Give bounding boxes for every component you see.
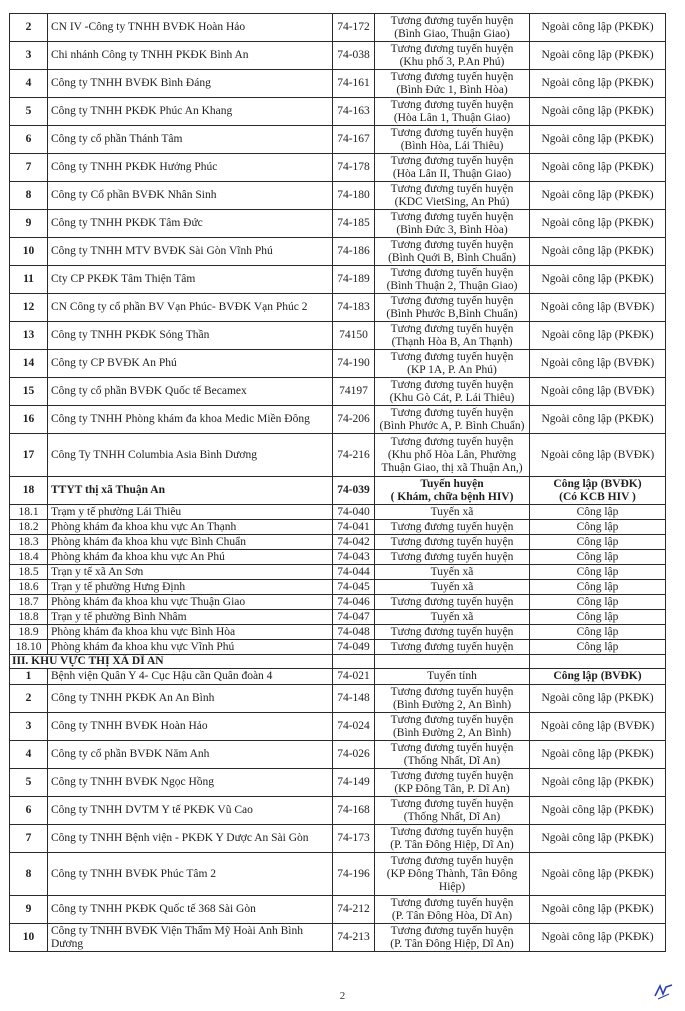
facility-name: Công ty TNHH PKĐK Tâm Đức <box>48 210 333 238</box>
line-text: (Khu Gò Cát, P. Lái Thiêu) <box>389 391 515 404</box>
line-text: (Bình Phước B,Bình Chuẩn) <box>386 307 518 320</box>
facility-type: Công lập <box>530 520 666 535</box>
row-number: 13 <box>10 322 48 350</box>
row-number: 18.2 <box>10 520 48 535</box>
line-text: (KP Đông Tân, P. Dĩ An) <box>394 782 510 795</box>
table-row <box>10 797 666 825</box>
table-subrow <box>10 625 666 640</box>
row-number: 2 <box>10 14 48 42</box>
facility-code: 74-167 <box>333 126 375 154</box>
facility-type: Ngoài công lập (BVĐK) <box>530 294 666 322</box>
table-row <box>10 769 666 797</box>
facility-name: Phòng khám đa khoa khu vực Bình Hòa <box>48 625 333 640</box>
row-number: 4 <box>10 70 48 98</box>
service-level <box>375 853 530 896</box>
facility-code: 74-044 <box>333 565 375 580</box>
line-text: Công lập (BVĐK) <box>553 477 642 490</box>
facility-code: 74-186 <box>333 238 375 266</box>
facility-type: Ngoài công lập (BVĐK) <box>530 434 666 477</box>
facility-type: Công lập <box>530 565 666 580</box>
facility-code: 74-172 <box>333 14 375 42</box>
line-text: Tương đương tuyến huyện <box>390 406 514 419</box>
table-row <box>10 294 666 322</box>
row-number: 6 <box>10 797 48 825</box>
facility-table <box>9 13 666 952</box>
row-number: 8 <box>10 182 48 210</box>
row-number: 7 <box>10 825 48 853</box>
row-number: 12 <box>10 294 48 322</box>
table-row <box>10 182 666 210</box>
table-row <box>10 378 666 406</box>
service-level <box>375 70 530 98</box>
table-row <box>10 14 666 42</box>
facility-code: 74-163 <box>333 98 375 126</box>
table-row <box>10 853 666 896</box>
row-number: 14 <box>10 350 48 378</box>
facility-name: CN Công ty cổ phần BV Vạn Phúc- BVĐK Vạn Phúc 2 <box>48 294 333 322</box>
line-text: (KP 1A, P. An Phú) <box>407 363 497 376</box>
line-text: Tương đương tuyến huyện <box>390 182 514 195</box>
service-level <box>375 741 530 769</box>
facility-name: Cty CP PKĐK Tâm Thiện Tâm <box>48 266 333 294</box>
facility-code: 74-148 <box>333 685 375 713</box>
facility-type: Công lập <box>530 640 666 655</box>
facility-code: 74-183 <box>333 294 375 322</box>
row-number: 6 <box>10 126 48 154</box>
facility-type: Ngoài công lập (PKĐK) <box>530 70 666 98</box>
line-text: Tương đương tuyến huyện <box>390 854 514 867</box>
facility-code: 74-149 <box>333 769 375 797</box>
empty-cell <box>530 655 666 669</box>
service-level <box>375 477 530 505</box>
facility-type: Ngoài công lập (PKĐK) <box>530 210 666 238</box>
table-row <box>10 126 666 154</box>
facility-code: 74-024 <box>333 713 375 741</box>
service-level <box>375 924 530 952</box>
facility-name: Phòng khám đa khoa khu vực An Phú <box>48 550 333 565</box>
facility-type: Công lập <box>530 580 666 595</box>
line-text: Tương đương tuyến huyện <box>390 126 514 139</box>
row-number: 5 <box>10 769 48 797</box>
table-row <box>10 896 666 924</box>
signature-initials-icon <box>652 982 678 1000</box>
table-subrow <box>10 640 666 655</box>
facility-name: Trạm y tế phường Lái Thiêu <box>48 505 333 520</box>
line-text: (P. Tân Đông Hiệp, Dĩ An) <box>390 838 514 851</box>
line-text: Thuận Giao, thị xã Thuận An,) <box>381 461 523 474</box>
line-text: Tương đương tuyến huyện <box>390 98 514 111</box>
row-number: 18.10 <box>10 640 48 655</box>
line-text: Tương đương tuyến huyện <box>390 154 514 167</box>
line-text: (P. Tân Đông Hiệp, Dĩ An) <box>390 937 514 950</box>
facility-type: Công lập (BVĐK) <box>530 669 666 685</box>
facility-type: Ngoài công lập (PKĐK) <box>530 42 666 70</box>
facility-name: Công ty CP BVĐK An Phú <box>48 350 333 378</box>
facility-code: 74-026 <box>333 741 375 769</box>
line-text: (Hòa Lân II, Thuận Giao) <box>392 167 512 180</box>
row-number: 3 <box>10 42 48 70</box>
row-number: 18.7 <box>10 595 48 610</box>
service-level: Tuyến tỉnh <box>375 669 530 685</box>
line-text: (P. Tân Đông Hòa, Dĩ An) <box>391 909 513 922</box>
table-row <box>10 406 666 434</box>
facility-code: 74-045 <box>333 580 375 595</box>
empty-cell <box>333 655 375 669</box>
facility-type: Ngoài công lập (PKĐK) <box>530 896 666 924</box>
facility-code: 74197 <box>333 378 375 406</box>
table-subrow <box>10 595 666 610</box>
facility-type: Công lập <box>530 535 666 550</box>
line-text: Tương đương tuyến huyện <box>390 713 514 726</box>
facility-name: Phòng khám đa khoa khu vực Vĩnh Phú <box>48 640 333 655</box>
line-text: (Bình Giao, Thuận Giao) <box>394 27 510 40</box>
table-row <box>10 669 666 685</box>
service-level <box>375 797 530 825</box>
service-level: Tuyến xã <box>375 610 530 625</box>
service-level <box>375 98 530 126</box>
facility-name: CN IV -Công ty TNHH BVĐK Hoàn Hảo <box>48 14 333 42</box>
table-subrow <box>10 535 666 550</box>
facility-name: Công ty TNHH Bệnh viện - PKĐK Y Dược An Sài Gòn <box>48 825 333 853</box>
facility-code: 74-168 <box>333 797 375 825</box>
row-number: 18 <box>10 477 48 505</box>
facility-type: Ngoài công lập (PKĐK) <box>530 685 666 713</box>
line-text: Tương đương tuyến huyện <box>390 70 514 83</box>
facility-name: Phòng khám đa khoa khu vực Thuận Giao <box>48 595 333 610</box>
facility-name: Công ty TNHH BVĐK Hoàn Hảo <box>48 713 333 741</box>
service-level <box>375 769 530 797</box>
line-text: Tương đương tuyến huyện <box>390 210 514 223</box>
service-level <box>375 238 530 266</box>
line-text: (Bình Hòa, Lái Thiêu) <box>400 139 504 152</box>
line-text: Tương đương tuyến huyện <box>390 378 514 391</box>
facility-code: 74-043 <box>333 550 375 565</box>
line-text: (Bình Đức 1, Bình Hòa) <box>396 83 508 96</box>
facility-type: Ngoài công lập (PKĐK) <box>530 853 666 896</box>
facility-name: Công ty TNHH PKĐK Sóng Thần <box>48 322 333 350</box>
service-level <box>375 350 530 378</box>
row-number: 11 <box>10 266 48 294</box>
facility-type: Ngoài công lập (BVĐK) <box>530 713 666 741</box>
facility-code: 74-038 <box>333 42 375 70</box>
service-level: Tương đương tuyến huyện <box>375 535 530 550</box>
facility-type: Ngoài công lập (PKĐK) <box>530 126 666 154</box>
line-text: (KP Đông Thành, Tân Đông <box>386 867 518 880</box>
table-subrow <box>10 550 666 565</box>
line-text: Tương đương tuyến huyện <box>390 238 514 251</box>
facility-code: 74-048 <box>333 625 375 640</box>
facility-name: Công ty TNHH Phòng khám đa khoa Medic Miền Đông <box>48 406 333 434</box>
facility-type: Ngoài công lập (BVĐK) <box>530 378 666 406</box>
service-level <box>375 685 530 713</box>
facility-name: Công ty TNHH PKĐK Quốc tế 368 Sài Gòn <box>48 896 333 924</box>
service-level <box>375 406 530 434</box>
line-text: Hiệp) <box>438 880 466 893</box>
facility-code: 74-049 <box>333 640 375 655</box>
facility-name: Bệnh viện Quân Y 4- Cục Hậu cần Quân đoàn 4 <box>48 669 333 685</box>
facility-type: Ngoài công lập (PKĐK) <box>530 266 666 294</box>
row-number: 9 <box>10 210 48 238</box>
row-number: 18.4 <box>10 550 48 565</box>
facility-name: Công ty TNHH BVĐK Phúc Tâm 2 <box>48 853 333 896</box>
facility-code: 74-190 <box>333 350 375 378</box>
facility-type: Ngoài công lập (PKĐK) <box>530 797 666 825</box>
line-text: (Thống Nhất, Dĩ An) <box>403 754 501 767</box>
facility-code: 74-046 <box>333 595 375 610</box>
row-number: 10 <box>10 238 48 266</box>
facility-code: 74-042 <box>333 535 375 550</box>
facility-type: Ngoài công lập (PKĐK) <box>530 406 666 434</box>
service-level: Tương đương tuyến huyện <box>375 640 530 655</box>
empty-cell <box>375 655 530 669</box>
line-text: Tương đương tuyến huyện <box>390 769 514 782</box>
table-row <box>10 434 666 477</box>
facility-code: 74-021 <box>333 669 375 685</box>
row-number: 5 <box>10 98 48 126</box>
row-number: 18.5 <box>10 565 48 580</box>
service-level <box>375 896 530 924</box>
line-text: (KDC VietSing, An Phú) <box>394 195 510 208</box>
service-level <box>375 825 530 853</box>
row-number: 9 <box>10 896 48 924</box>
row-number: 15 <box>10 378 48 406</box>
row-number: 3 <box>10 713 48 741</box>
facility-type: Ngoài công lập (PKĐK) <box>530 98 666 126</box>
table-row <box>10 98 666 126</box>
line-text: Tương đương tuyến huyện <box>390 294 514 307</box>
line-text: (Khu phố 3, P.An Phú) <box>399 55 505 68</box>
service-level <box>375 434 530 477</box>
facility-name: Phòng khám đa khoa khu vực An Thạnh <box>48 520 333 535</box>
line-text: Tương đương tuyến huyện <box>390 14 514 27</box>
facility-name: Trạn y tế phường Bình Nhâm <box>48 610 333 625</box>
page-number: 2 <box>339 990 346 1002</box>
line-text: Tương đương tuyến huyện <box>390 42 514 55</box>
facility-type: Ngoài công lập (PKĐK) <box>530 322 666 350</box>
facility-table-body <box>10 14 666 952</box>
facility-type: Ngoài công lập (PKĐK) <box>530 154 666 182</box>
service-level <box>375 294 530 322</box>
service-level: Tương đương tuyến huyện <box>375 520 530 535</box>
table-subrow <box>10 505 666 520</box>
facility-type: Ngoài công lập (PKĐK) <box>530 182 666 210</box>
facility-name: Công ty Cổ phần BVĐK Nhân Sinh <box>48 182 333 210</box>
facility-type <box>530 477 666 505</box>
facility-code: 74-039 <box>333 477 375 505</box>
service-level <box>375 266 530 294</box>
row-number: 18.3 <box>10 535 48 550</box>
facility-code: 74-173 <box>333 825 375 853</box>
facility-name: Công ty TNHH MTV BVĐK Sài Gòn Vĩnh Phú <box>48 238 333 266</box>
line-text: Tương đương tuyến huyện <box>390 266 514 279</box>
line-text: (Có KCB HIV ) <box>559 490 636 503</box>
facility-type: Ngoài công lập (PKĐK) <box>530 924 666 952</box>
facility-code: 74-196 <box>333 853 375 896</box>
facility-code: 74-213 <box>333 924 375 952</box>
service-level <box>375 378 530 406</box>
row-number: 17 <box>10 434 48 477</box>
line-text: (Bình Phước A, P. Bình Chuẩn) <box>379 419 525 432</box>
line-text: Tương đương tuyến huyện <box>390 825 514 838</box>
row-number: 16 <box>10 406 48 434</box>
facility-type: Ngoài công lập (PKĐK) <box>530 769 666 797</box>
table-row <box>10 70 666 98</box>
facility-name: Công ty TNHH DVTM Y tế PKĐK Vũ Cao <box>48 797 333 825</box>
facility-name: Trạn y tế phường Hưng Định <box>48 580 333 595</box>
table-row-parent <box>10 477 666 505</box>
facility-type: Ngoài công lập (PKĐK) <box>530 14 666 42</box>
facility-name: Phòng khám đa khoa khu vực Bình Chuẩn <box>48 535 333 550</box>
line-text: Tương đương tuyến huyện <box>390 896 514 909</box>
facility-name: Trạn y tế xã An Sơn <box>48 565 333 580</box>
line-text: Tương đương tuyến huyện <box>390 685 514 698</box>
service-level <box>375 42 530 70</box>
service-level: Tương đương tuyến huyện <box>375 550 530 565</box>
line-text: (Bình Đức 3, Bình Hòa) <box>396 223 508 236</box>
facility-name: Công ty TNHH BVĐK Ngọc Hồng <box>48 769 333 797</box>
line-text: (Bình Quới B, Bình Chuẩn) <box>388 251 516 264</box>
line-text: Tương đương tuyến huyện <box>390 435 514 448</box>
facility-type: Ngoài công lập (PKĐK) <box>530 238 666 266</box>
facility-name: Công ty cổ phần Thánh Tâm <box>48 126 333 154</box>
row-number: 7 <box>10 154 48 182</box>
line-text: (Thống Nhất, Dĩ An) <box>403 810 501 823</box>
line-text: ( Khám, chữa bệnh HIV) <box>390 490 514 503</box>
line-text: (Thạnh Hòa B, An Thạnh) <box>391 335 513 348</box>
facility-name: Công ty TNHH BVĐK Bình Đáng <box>48 70 333 98</box>
facility-code: 74-212 <box>333 896 375 924</box>
facility-name: Chi nhánh Công ty TNHH PKĐK Bình An <box>48 42 333 70</box>
line-text: Tương đương tuyến huyện <box>390 741 514 754</box>
facility-type: Công lập <box>530 550 666 565</box>
facility-type: Công lập <box>530 595 666 610</box>
line-text: Tương đương tuyến huyện <box>390 797 514 810</box>
service-level: Tuyến xã <box>375 565 530 580</box>
facility-name: Công ty TNHH PKĐK Phúc An Khang <box>48 98 333 126</box>
service-level <box>375 322 530 350</box>
line-text: Tương đương tuyến huyện <box>390 350 514 363</box>
facility-type: Ngoài công lập (PKĐK) <box>530 741 666 769</box>
table-row <box>10 924 666 952</box>
service-level <box>375 713 530 741</box>
table-row <box>10 42 666 70</box>
table-subrow <box>10 610 666 625</box>
facility-type: Công lập <box>530 625 666 640</box>
table-subrow <box>10 520 666 535</box>
line-text: Tương đương tuyến huyện <box>390 322 514 335</box>
facility-code: 74-216 <box>333 434 375 477</box>
table-row <box>10 713 666 741</box>
service-level <box>375 126 530 154</box>
line-text: (Khu phố Hòa Lân, Phường <box>387 448 517 461</box>
facility-code: 74-047 <box>333 610 375 625</box>
row-number: 4 <box>10 741 48 769</box>
line-text: Tương đương tuyến huyện <box>390 924 514 937</box>
line-text: (Hòa Lân 1, Thuận Giao) <box>393 111 511 124</box>
service-level <box>375 182 530 210</box>
line-text: (Bình Thuận 2, Thuận Giao) <box>386 279 518 292</box>
facility-code: 74-206 <box>333 406 375 434</box>
table-row <box>10 741 666 769</box>
facility-name: TTYT thị xã Thuận An <box>48 477 333 505</box>
facility-name: Công ty TNHH PKĐK Hưởng Phúc <box>48 154 333 182</box>
line-text: (Bình Đường 2, An Bình) <box>392 698 512 711</box>
facility-code: 74-185 <box>333 210 375 238</box>
table-row <box>10 210 666 238</box>
facility-type: Ngoài công lập (BVĐK) <box>530 350 666 378</box>
service-level <box>375 14 530 42</box>
section-header-row <box>10 655 666 669</box>
row-number: 10 <box>10 924 48 952</box>
table-row <box>10 154 666 182</box>
line-text: (Bình Đường 2, An Bình) <box>392 726 512 739</box>
facility-code: 74150 <box>333 322 375 350</box>
facility-code: 74-178 <box>333 154 375 182</box>
table-subrow <box>10 565 666 580</box>
row-number: 8 <box>10 853 48 896</box>
service-level <box>375 154 530 182</box>
row-number: 18.9 <box>10 625 48 640</box>
row-number: 18.6 <box>10 580 48 595</box>
table-row <box>10 238 666 266</box>
facility-code: 74-161 <box>333 70 375 98</box>
table-subrow <box>10 580 666 595</box>
facility-name: Công ty cổ phần BVĐK Năm Anh <box>48 741 333 769</box>
facility-code: 74-189 <box>333 266 375 294</box>
table-row <box>10 825 666 853</box>
line-text: Tuyến huyện <box>420 477 484 490</box>
facility-code: 74-180 <box>333 182 375 210</box>
facility-type: Ngoài công lập (PKĐK) <box>530 825 666 853</box>
section-title: III. KHU VỰC THỊ XÃ DĨ AN <box>10 655 333 669</box>
table-row <box>10 685 666 713</box>
row-number: 1 <box>10 669 48 685</box>
row-number: 18.1 <box>10 505 48 520</box>
service-level: Tuyến xã <box>375 580 530 595</box>
row-number: 2 <box>10 685 48 713</box>
service-level <box>375 210 530 238</box>
service-level: Tuyến xã <box>375 505 530 520</box>
table-row <box>10 266 666 294</box>
facility-name: Công ty cổ phần BVĐK Quốc tế Becamex <box>48 378 333 406</box>
facility-name: Công ty TNHH BVĐK Viện Thẩm Mỹ Hoài Anh Bình Dương <box>48 924 333 952</box>
facility-code: 74-041 <box>333 520 375 535</box>
service-level: Tương đương tuyến huyện <box>375 625 530 640</box>
facility-type: Công lập <box>530 505 666 520</box>
facility-type: Công lập <box>530 610 666 625</box>
row-number: 18.8 <box>10 610 48 625</box>
table-row <box>10 322 666 350</box>
facility-code: 74-040 <box>333 505 375 520</box>
facility-name: Công ty TNHH PKĐK An An Bình <box>48 685 333 713</box>
table-row <box>10 350 666 378</box>
service-level: Tương đương tuyến huyện <box>375 595 530 610</box>
facility-name: Công Ty TNHH Columbia Asia Bình Dương <box>48 434 333 477</box>
